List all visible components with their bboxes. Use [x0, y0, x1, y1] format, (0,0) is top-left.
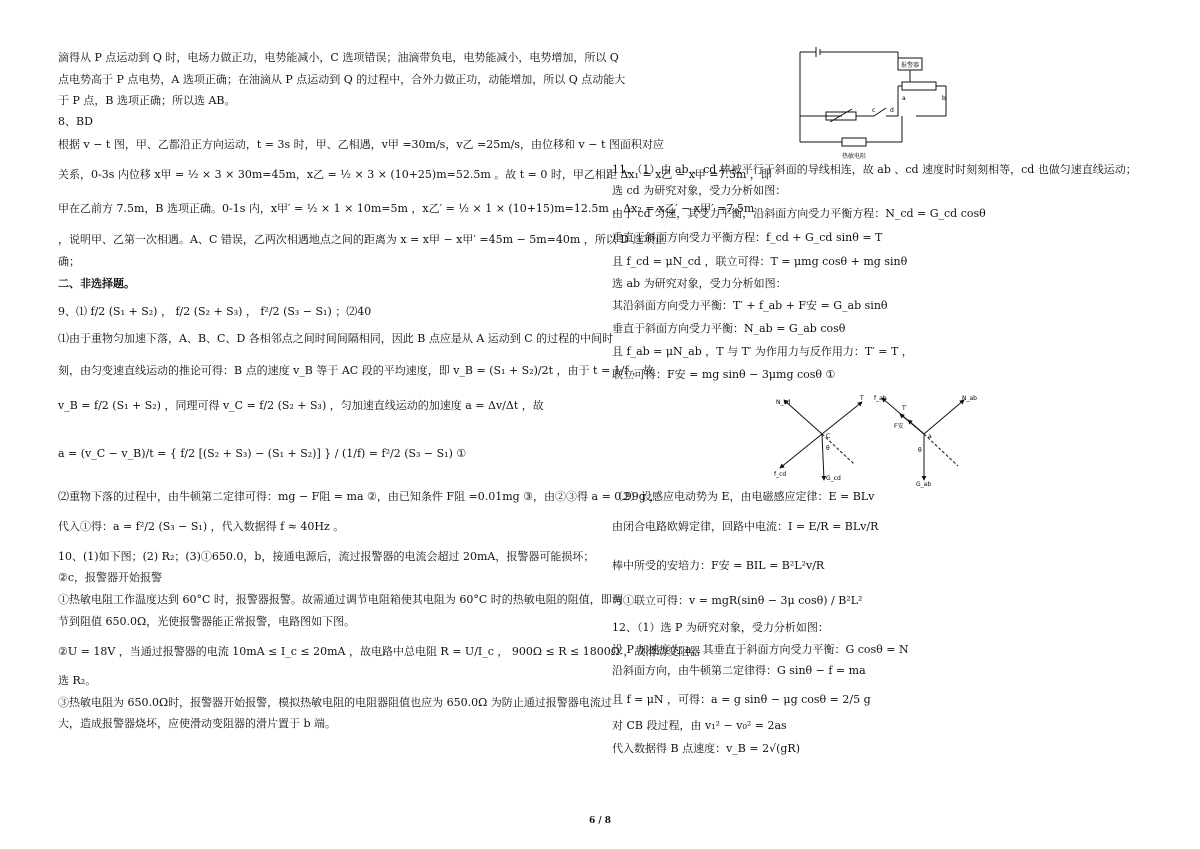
left-text-line: ②c，报警器开始报警	[58, 571, 163, 584]
left-text-line: 甲在乙前方 7.5m，B 选项正确。0-1s 内，x甲′ = ½ × 1 × 10m=5m ，x乙′ = ½ × 1 × (10+15)m=12.5m ，Δx₂ = x乙′ − x甲′ =7.5m	[58, 202, 755, 215]
point-c-label: c	[872, 107, 876, 114]
left-text-line: ，说明甲、乙第一次相遇。A、C 错误，乙两次相遇地点之间的距离为 x = x甲 − x甲′ =45m − 5m=40m ，所以 D 选项正	[58, 233, 666, 246]
force-F-an-label: F安	[894, 423, 904, 430]
force-T-label: T	[860, 395, 864, 402]
left-text-line: 大，造成报警器烧坏，应使滑动变阻器的滑片置于 b 端。	[58, 717, 337, 730]
left-text-line: 8、BD	[58, 115, 93, 128]
force-diagram-ab	[872, 392, 977, 488]
point-C-label: C	[826, 433, 831, 440]
page-number: 6 / 8	[588, 816, 612, 826]
right-text-line: 且 f_ab = μN_ab ，T 与 T′ 为作用力与反作用力：T′ = T ，	[612, 345, 913, 358]
left-text-line: ⑵重物下落的过程中，由牛顿第二定律可得：mg − F阻 = ma ②，由已知条件 F阻 =0.01mg ③，由②③得 a = 0.99g ，	[58, 490, 661, 503]
left-text-line: a = (v_C − v_B)/t = { f/2 [(S₂ + S₃) − (S₁ + S₂)] } / (1/f) = f²/2 (S₃ − S₁) ①	[58, 447, 467, 460]
force-G-cd-label: G_cd	[826, 475, 841, 482]
left-text-line: 二、非选择题。	[58, 277, 135, 290]
left-text-line: ②U = 18V ，当通过报警器的电流 10mA ≤ I_c ≤ 20mA ，故电路中总电阻 R = U/I_c ， 900Ω ≤ R ≤ 1800Ω ，故滑动变阻器	[58, 645, 701, 658]
right-text-line: 垂直于斜面方向受力平衡：N_ab = G_ab cosθ	[612, 322, 846, 335]
right-text-line: 代入数据得 B 点速度：v_B = 2√(gR)	[612, 742, 800, 755]
left-text-line: 选 R₂。	[58, 674, 97, 687]
right-text-line: 联立可得：F安 = mg sinθ − 3μmg cosθ ①	[612, 368, 836, 381]
force-T-prime-label: T′	[902, 405, 908, 412]
point-b-label: b	[942, 95, 946, 102]
right-text-line: 且 f_cd = μN_cd ，联立可得：T = μmg cosθ + mg sinθ	[612, 255, 908, 268]
left-text-line: v_B = f/2 (S₁ + S₂) ，同理可得 v_C = f/2 (S₂ + S₃) ，匀加速直线运动的加速度 a = Δv/Δt ，故	[58, 399, 544, 412]
point-a-force-label: a	[928, 433, 932, 440]
left-text-line: ①热敏电阻工作温度达到 60°C 时，报警器报警。故需通过调节电阻箱使其电阻为 60°C 时的热敏电阻的阻值，即调	[58, 593, 623, 606]
left-text-line: 节到阻值 650.0Ω，光使报警器能正常报警，电路图如下图。	[58, 615, 356, 628]
left-text-line: 根据 v − t 图，甲、乙都沿正方向运动，t = 3s 时，甲、乙相遇，v甲 =30m/s，v乙 =25m/s，由位移和 v − t 图面积对应	[58, 138, 664, 151]
left-text-line: ⑴由于重物匀加速下落，A、B、C、D 各相邻点之间时间间隔相同，因此 B 点应是从 A 运动到 C 的过程的中间时	[58, 332, 614, 345]
left-text-line: 点电势高于 P 点电势，A 选项正确；在油滴从 P 点运动到 Q 的过程中，合外力做正功，动能增加，所以 Q 点动能大	[58, 73, 626, 86]
thermistor-label: 热敏电阻	[842, 153, 867, 160]
force-G-ab-label: G_ab	[916, 481, 932, 488]
left-text-line: 9、⑴ f/2 (S₁ + S₂) ， f/2 (S₂ + S₃) ， f²/2 (S₃ − S₁) ；⑵40	[58, 305, 372, 318]
circuit-diagram	[790, 44, 970, 164]
force-f-cd-label: f_cd	[774, 471, 787, 478]
left-text-line: ③热敏电阻为 650.0Ω时，报警器开始报警，模拟热敏电阻的电阻器阻值也应为 650.0Ω 为防止通过报警器电流过	[58, 696, 612, 709]
right-text-line: 11、（1）由 ab 、cd 棒被平行于斜面的导线相连，故 ab 、cd 速度时时刻刻相等，cd 也做匀速直线运动；	[612, 163, 1137, 176]
right-text-line: 其沿斜面方向受力平衡：T′ + f_ab + F安 = G_ab sinθ	[612, 299, 888, 312]
right-text-line: 且 f = μN ，可得：a = g sinθ − μg cosθ = 2/5 g	[612, 693, 871, 706]
right-text-line: 由于 cd 匀速，其受力平衡，沿斜面方向受力平衡方程：N_cd = G_cd cosθ	[612, 207, 986, 220]
right-text-line: 由闭合电路欧姆定律，回路中电流：I = E/R = BLv/R	[612, 520, 879, 533]
left-text-line: 代入①得：a = f²/2 (S₃ − S₁) ，代入数据得 f ≈ 40Hz 。	[58, 520, 345, 533]
left-text-line: 于 P 点，B 选项正确；所以选 AB。	[58, 94, 236, 107]
right-text-line: 与①联立可得：v = mgR(sinθ − 3μ cosθ) / B²L²	[612, 594, 863, 607]
point-a-label: a	[902, 95, 906, 102]
theta-ab-label: θ	[918, 447, 922, 454]
right-text-line: 沿斜面方向，由牛顿第二定律得：G sinθ − f = ma	[612, 664, 866, 677]
right-text-line: 12、（1）选 P 为研究对象，受力分析如图：	[612, 621, 829, 634]
right-text-line: 选 cd 为研究对象，受力分析如图：	[612, 184, 787, 197]
force-diagram-cd	[770, 392, 870, 482]
force-N-ab-label: N_ab	[962, 395, 977, 402]
theta-label: θ	[826, 445, 830, 452]
left-text-line: 确；	[58, 255, 80, 268]
right-text-line: 对 CB 段过程，由 v₁² − v₀² = 2as	[612, 719, 787, 732]
point-d-label: d	[890, 107, 894, 114]
right-text-line: 棒中所受的安培力：F安 = BIL = B²L²v/R	[612, 559, 825, 572]
right-text-line: 选 ab 为研究对象，受力分析如图：	[612, 277, 787, 290]
right-text-line: 设 P 加速度为 a，其垂直于斜面方向受力平衡：G cosθ = N	[612, 643, 909, 656]
right-text-line: （2）设感应电动势为 E，由电磁感应定律：E = BLv	[612, 490, 875, 503]
left-text-line: 10、(1)如下图；(2) R₂；(3)①650.0，b，接通电源后，流过报警器的电流会超过 20mA，报警器可能损坏；	[58, 550, 595, 563]
force-f-ab-label: f_ab	[874, 395, 887, 402]
left-text-line: 滴得从 P 点运动到 Q 时，电场力做正功，电势能减小，C 选项错误；油滴带负电，电势能减小，电势增加，所以 Q	[58, 51, 619, 64]
force-N-cd-label: N_cd	[776, 399, 791, 406]
left-text-line: 刻，由匀变速直线运动的推论可得：B 点的速度 v_B 等于 AC 段的平均速度，即 v_B = (S₁ + S₂)/2t ，由于 t = 1/f ，故	[58, 364, 654, 377]
left-text-line: 关系，0-3s 内位移 x甲 = ½ × 3 × 30m=45m，x乙 = ½ × 3 × (10+25)m=52.5m 。故 t = 0 时，甲乙相距 Δx₁ = x乙 − x甲 =7.5m ，即	[58, 168, 772, 181]
alarm-label: 报警器	[901, 62, 920, 69]
right-text-line: 垂直于斜面方向受力平衡方程：f_cd + G_cd sinθ = T	[612, 231, 883, 244]
